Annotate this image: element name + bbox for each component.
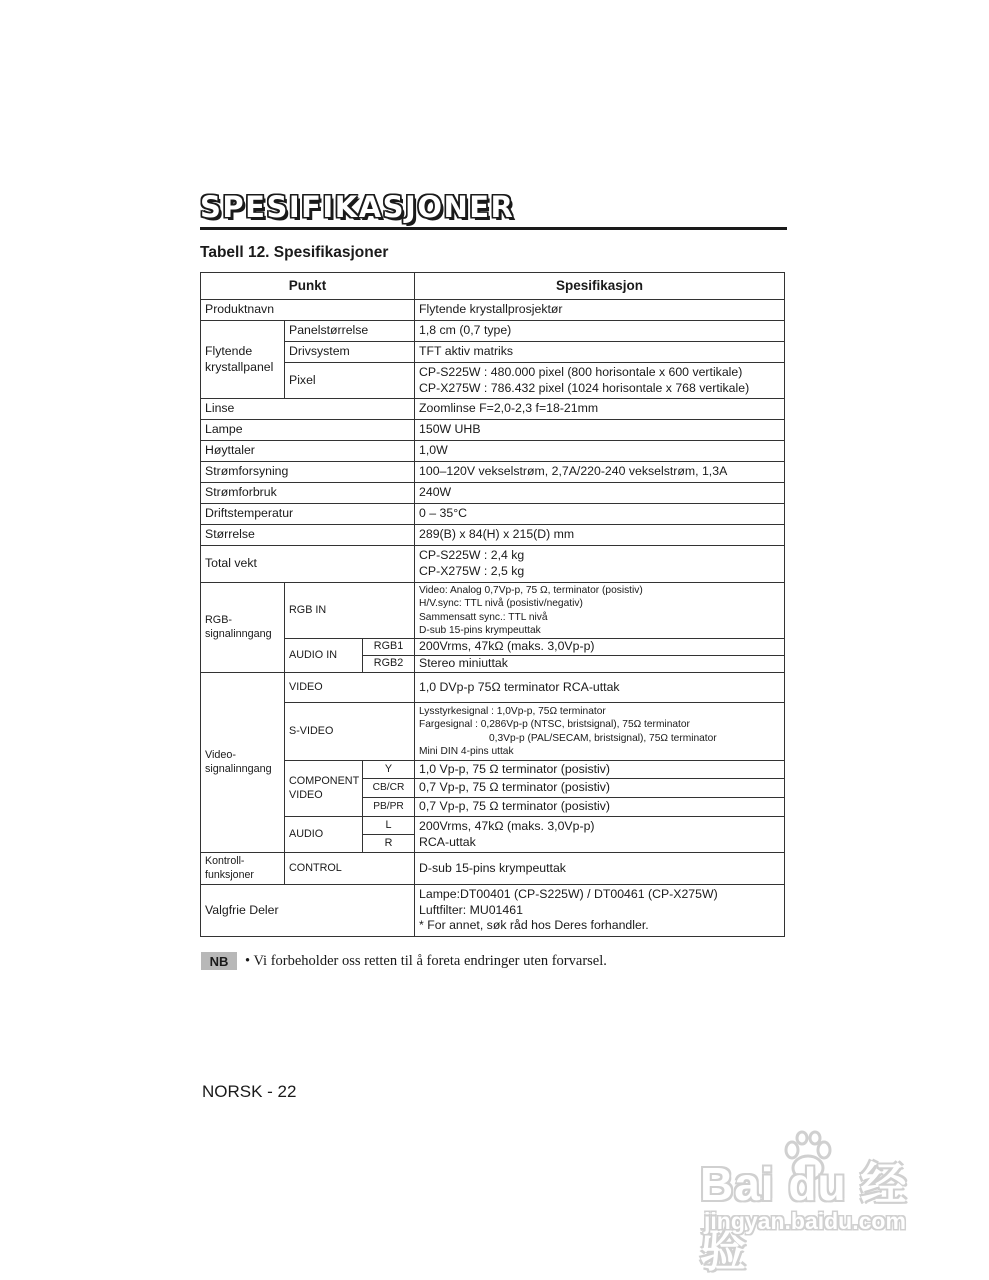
row-value: 1,8 cm (0,7 type) [415, 321, 785, 342]
row-label: Lampe [201, 420, 415, 441]
row-label: AUDIO [285, 817, 363, 853]
value-line: CP-X275W : 2,5 kg [419, 564, 525, 578]
row-value: 0,7 Vp-p, 75 Ω terminator (posistiv) [415, 798, 785, 817]
row-value: 240W [415, 483, 785, 504]
row-value [415, 885, 785, 937]
table-row [201, 420, 785, 441]
spec-table [200, 272, 785, 937]
table-row [201, 363, 785, 399]
nb-badge: NB [201, 952, 237, 970]
row-value [415, 817, 785, 853]
group-label: Video-signalinngang [201, 673, 285, 853]
row-value: 150W UHB [415, 420, 785, 441]
group-label: RGB-signalinngang [201, 583, 285, 673]
row-label: Størrelse [201, 525, 415, 546]
group-label: Kontroll-funksjoner [201, 853, 285, 885]
table-row [201, 441, 785, 462]
watermark-brand: Bai du 经验 [700, 1158, 908, 1276]
value-line: Sammensatt sync.: TTL nivå [419, 611, 548, 623]
table-caption: Tabell 12. Spesifikasjoner [200, 244, 389, 261]
value-line: 200Vrms, 47kΩ (maks. 3,0Vp-p) [419, 818, 595, 833]
table-row [201, 300, 785, 321]
row-label: CONTROL [285, 853, 415, 885]
value-line: RCA-uttak [419, 834, 476, 849]
row-value: Stereo miniuttak [415, 656, 785, 673]
value-line: Lysstyrkesignal : 1,0Vp-p, 75Ω terminator [419, 706, 606, 718]
row-value [415, 703, 785, 761]
row-value [415, 546, 785, 583]
value-line: * For annet, søk råd hos Deres forhandler. [419, 918, 649, 933]
watermark-url: jingyan.baidu.com [704, 1208, 906, 1234]
table-row [201, 817, 785, 835]
value-line: D-sub 15-pins krympeuttak [419, 624, 541, 636]
group-label: Flytende krystallpanel [201, 321, 285, 399]
row-value: 1,0W [415, 441, 785, 462]
sub-label: RGB1 [363, 639, 415, 656]
table-row [201, 885, 785, 937]
row-label: Linse [201, 399, 415, 420]
row-value [415, 363, 785, 399]
table-row [201, 483, 785, 504]
value-line: CP-S225W : 480.000 pixel (800 horisontale x 600 vertikale) [419, 364, 743, 379]
value-line: Lampe:DT00401 (CP-S225W) / DT00461 (CP-X275W) [419, 886, 718, 901]
row-value: Flytende krystallprosjektør [415, 300, 785, 321]
sub-label: Y [363, 761, 415, 779]
row-label: Pixel [285, 363, 415, 399]
row-value [415, 583, 785, 639]
row-label: Strømforbruk [201, 483, 415, 504]
sub-label: PB/PR [363, 798, 415, 817]
value-line: CP-S225W : 2,4 kg [419, 548, 525, 563]
row-value: TFT aktiv matriks [415, 342, 785, 363]
row-value: D-sub 15-pins krympeuttak [415, 853, 785, 885]
row-label: Drivsystem [285, 342, 415, 363]
table-row [201, 525, 785, 546]
table-row [201, 761, 785, 779]
table-row [201, 399, 785, 420]
value-line: Luftfilter: MU01461 [419, 902, 523, 917]
note [201, 952, 607, 970]
row-label: VIDEO [285, 673, 415, 703]
row-value: 100–120V vekselstrøm, 2,7A/220-240 vekselstrøm, 1,3A [415, 462, 785, 483]
row-value: 289(B) x 84(H) x 215(D) mm [415, 525, 785, 546]
title-divider [200, 227, 787, 230]
table-row [201, 853, 785, 885]
table-row [201, 321, 785, 342]
sub-label: L [363, 817, 415, 835]
table-row [201, 583, 785, 639]
note-text: • Vi forbeholder oss retten til å foreta endringer uten forvarsel. [245, 952, 607, 969]
value-line: H/V.sync: TTL nivå (posistiv/negativ) [419, 598, 583, 610]
table-header-row [201, 273, 785, 300]
value-line: Mini DIN 4-pins uttak [419, 745, 514, 757]
header-punkt: Punkt [201, 273, 415, 300]
row-label: Produktnavn [201, 300, 415, 321]
row-value: 200Vrms, 47kΩ (maks. 3,0Vp-p) [415, 639, 785, 656]
table-row [201, 703, 785, 761]
sub-label: CB/CR [363, 779, 415, 798]
row-label: AUDIO IN [285, 639, 363, 673]
sub-label: R [363, 835, 415, 853]
table-row [201, 462, 785, 483]
table-row [201, 639, 785, 656]
page-number: NORSK - 22 [202, 1082, 297, 1101]
row-label: COMPONENT VIDEO [285, 761, 363, 817]
value-line: 0,3Vp-p (PAL/SECAM, bristsignal), 75Ω terminator [489, 732, 717, 744]
header-spesifikasjon: Spesifikasjon [415, 273, 785, 300]
row-label: Høyttaler [201, 441, 415, 462]
page-title: SPESIFIKASJONER [200, 190, 515, 224]
table-row [201, 504, 785, 525]
row-value: 0 – 35°C [415, 504, 785, 525]
row-label: Driftstemperatur [201, 504, 415, 525]
row-label: Strømforsyning [201, 462, 415, 483]
row-label: Panelstørrelse [285, 321, 415, 342]
sub-label: RGB2 [363, 656, 415, 673]
row-value: 0,7 Vp-p, 75 Ω terminator (posistiv) [415, 779, 785, 798]
table-row [201, 342, 785, 363]
table-row [201, 673, 785, 703]
watermark [700, 1130, 940, 1276]
value-line: CP-X275W : 786.432 pixel (1024 horisontale x 768 vertikale) [419, 380, 750, 395]
row-label: RGB IN [285, 583, 415, 639]
value-line: Fargesignal : 0,286Vp-p (NTSC, bristsignal), 75Ω terminator [419, 719, 690, 731]
value-line: Video: Analog 0,7Vp-p, 75 Ω, terminator (posistiv) [419, 585, 643, 597]
row-value: Zoomlinse F=2,0-2,3 f=18-21mm [415, 399, 785, 420]
row-value: 1,0 Vp-p, 75 Ω terminator (posistiv) [415, 761, 785, 779]
row-value: 1,0 DVp-p 75Ω terminator RCA-uttak [415, 673, 785, 703]
row-label: Valgfrie Deler [201, 885, 415, 937]
table-row [201, 546, 785, 583]
row-label: Total vekt [201, 546, 415, 583]
row-label: S-VIDEO [285, 703, 415, 761]
